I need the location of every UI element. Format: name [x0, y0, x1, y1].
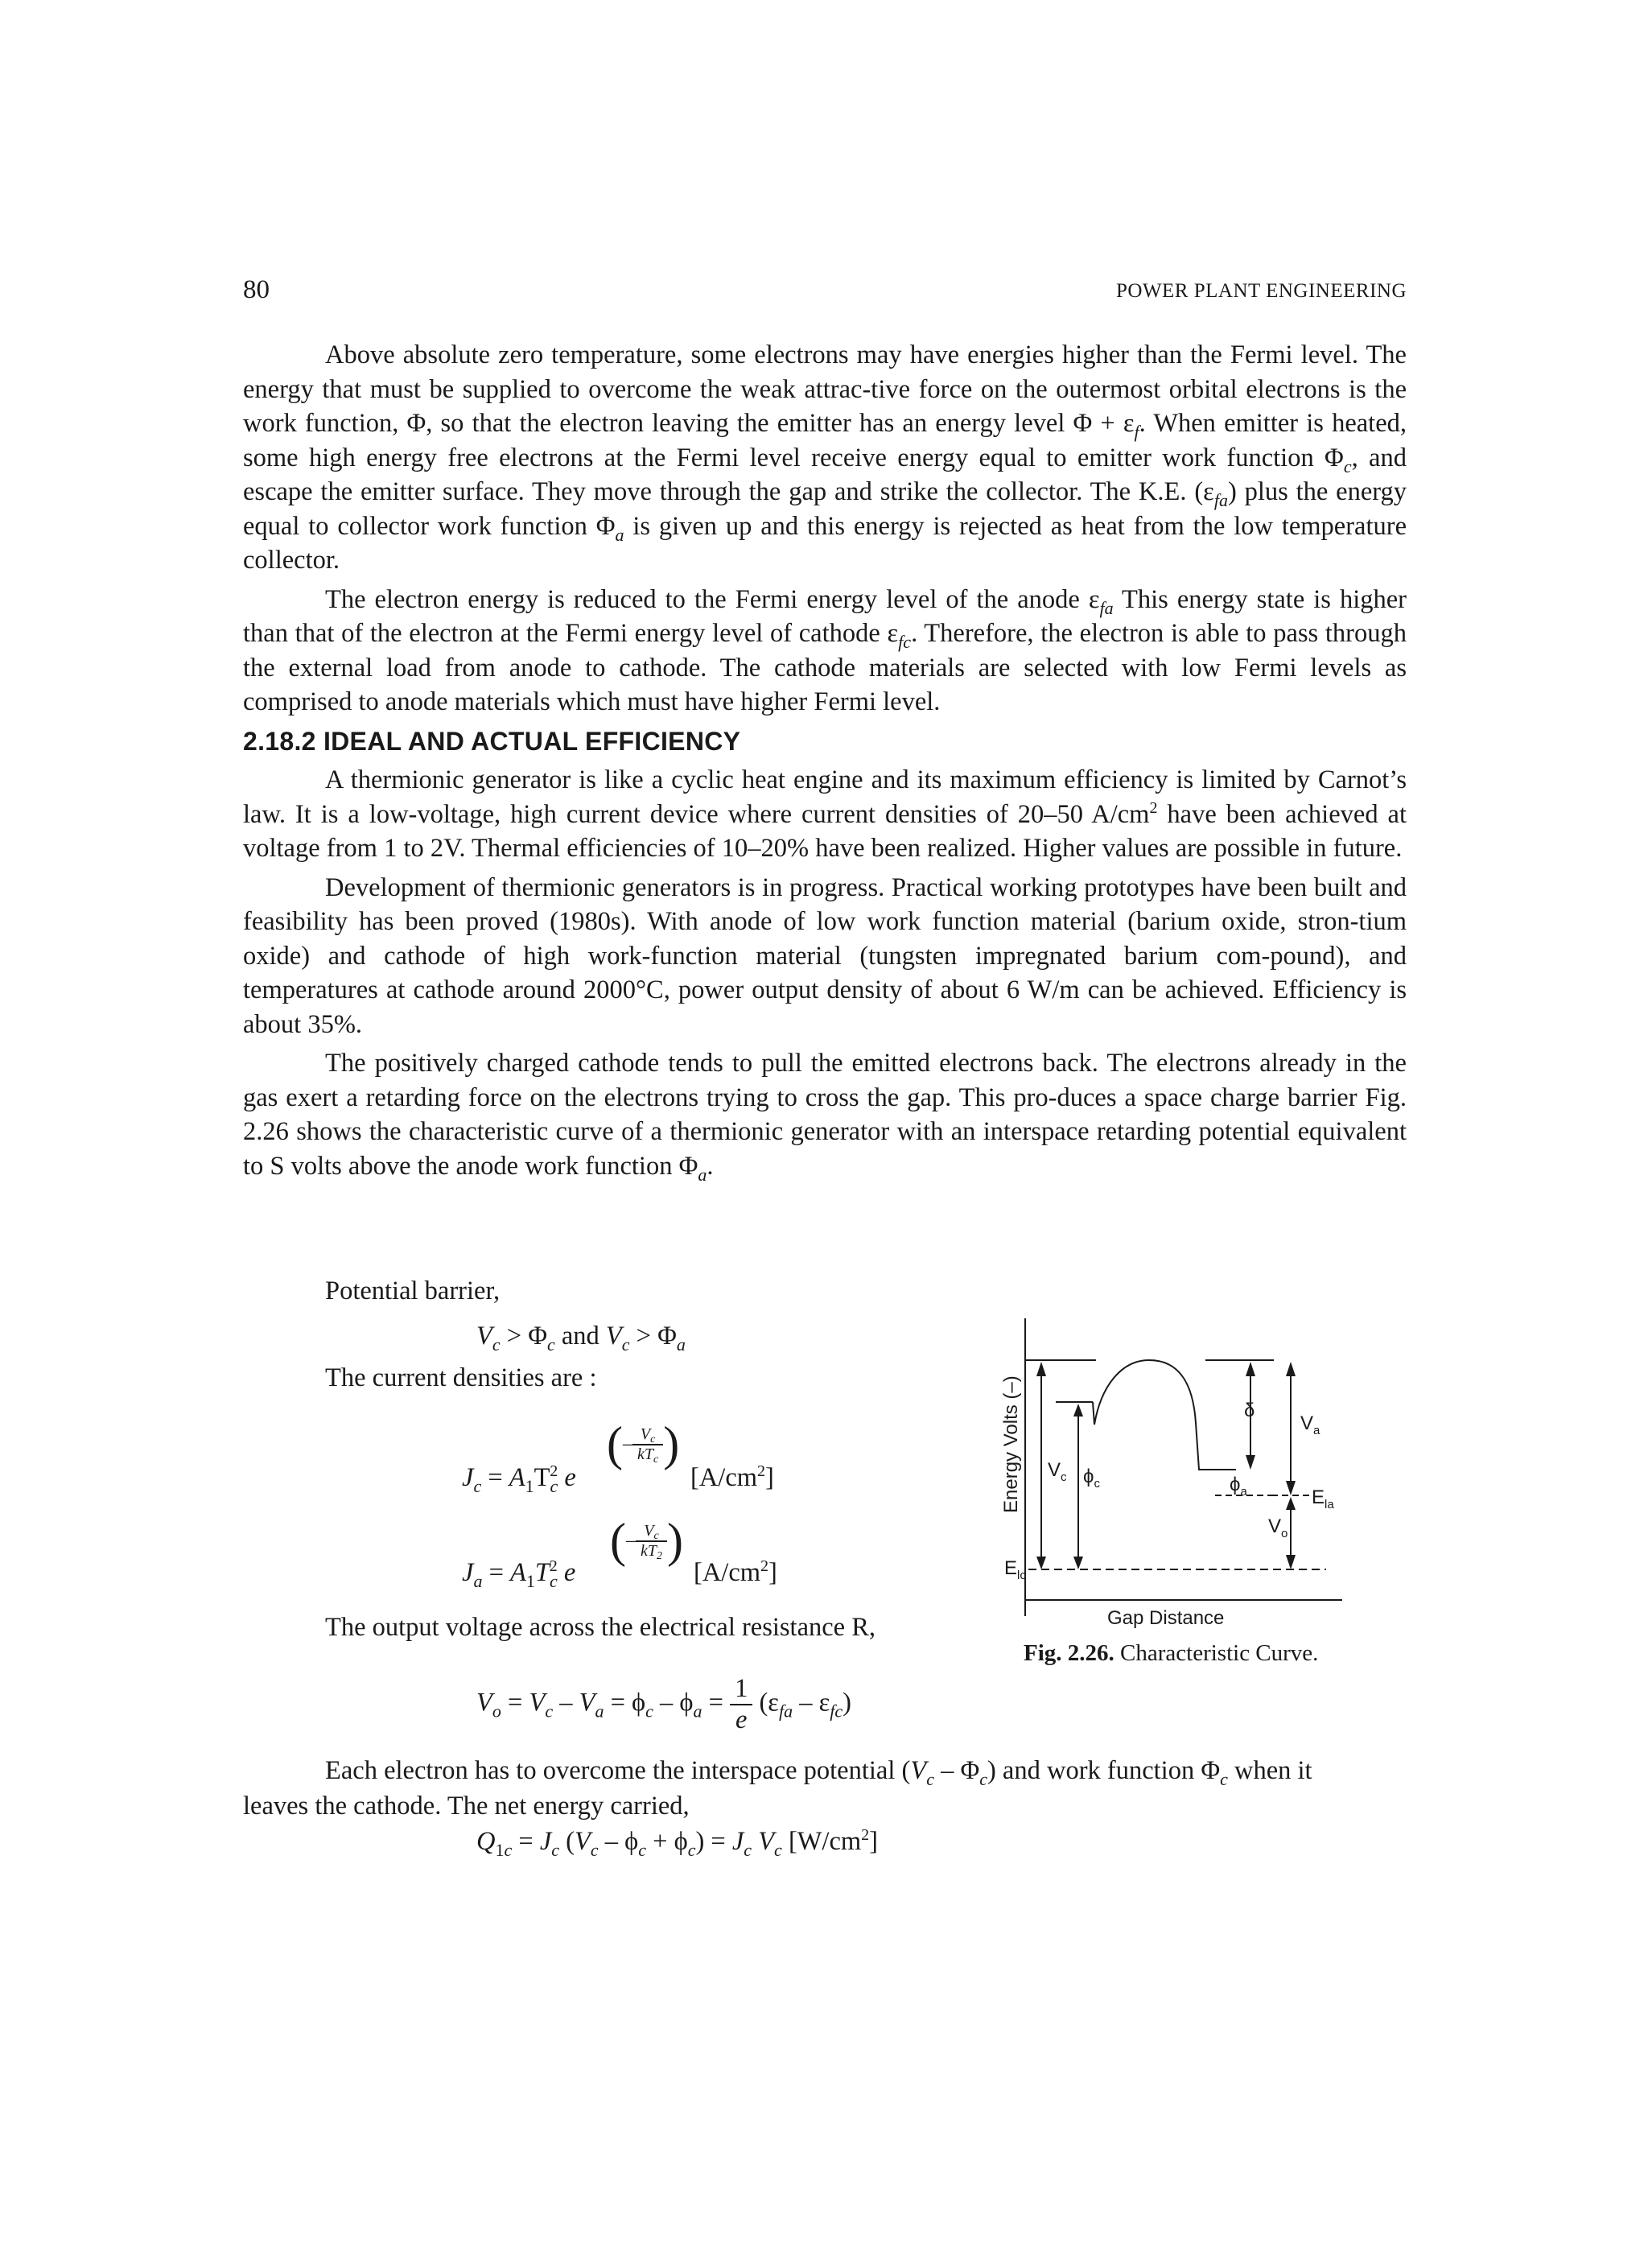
label-phic: $\phi_c$ [1083, 1466, 1100, 1491]
jc-equation: $J_c = A_1T_c^2$ e [462, 1462, 576, 1496]
potential-barrier-label: Potential barrier, [325, 1276, 501, 1305]
paragraph-6-line-2: leaves the cathode. The net energy carried, [243, 1792, 690, 1821]
label-vo: $V_o$ [1268, 1515, 1288, 1540]
q1c-equation: $Q_{1c} = J_c$ $(V_c - \phi_c + \phi_c) = J_c$ $V_c$ $[W/cm^2]$ [476, 1826, 878, 1860]
vo-equation: $V_o = V_c - V_a = \phi_c - \phi_a$ = $\frac{1}{e}$ $(\varepsilon_{fa} - \varepsilon_{fc})$ [476, 1674, 851, 1734]
ja-exponent: (– $\frac{V_c}{kT_2}$ ) [610, 1514, 683, 1567]
label-va: $V_a$ [1300, 1412, 1320, 1437]
barrier-curve [1093, 1360, 1236, 1470]
x-axis-label: Gap Distance [1107, 1607, 1225, 1629]
label-ela: $E_{la}$ [1312, 1487, 1334, 1511]
jc-exponent: (– $\frac{V_c}{kT_c}$ ) [607, 1417, 680, 1470]
body-text [243, 338, 1407, 1188]
characteristic-curve-diagram [988, 1310, 1358, 1632]
figure-caption [1024, 1640, 1318, 1667]
label-vc: $V_c$ [1048, 1459, 1067, 1484]
ja-equation: $J_a = A_1T_c^2$ e [462, 1557, 576, 1591]
paragraph-1: Above absolute zero temperature, some electrons may have energies higher than the Fermi level. The energy that must be supplied to overcome the weak attrac-tive force on the outermost orbital electrons is the work function, Φ, so that the electron leaving the emitter has an energy level $\Phi + \varepsilon_f$. When emitter is heated, some high energy free electrons at the Fermi level receive energy equal to emitter work function $\Phi_c$, and escape the emitter surface. They move through the gap and strike the collector. The K.E. $(\varepsilon_{fa})$ plus the energy equal to collector work function $\Phi_a$ is given up and this energy is rejected as heat from the low temperature collector. [243, 340, 1407, 575]
page-header [243, 275, 1407, 307]
page-number: 80 [243, 275, 270, 304]
label-phia: $\phi_a$ [1230, 1474, 1247, 1499]
running-title: POWER PLANT ENGINEERING [1115, 280, 1407, 302]
output-voltage-label: The output voltage across the electrical resistance R, [325, 1613, 876, 1642]
paragraph-6-line-1: Each electron has to overcome the interspace potential $(V_c - \Phi_c)$ and work function $\Phi_c$ when it [325, 1756, 1312, 1789]
jc-unit: $[A/cm^2]$ [690, 1462, 774, 1492]
current-densities-label: The current densities are : [325, 1363, 597, 1392]
paragraph-5: The positively charged cathode tends to pull the emitted electrons back. The electrons already in the gas exert a retarding force on the electrons trying to cross the gap. This pro-duces a space charge barrier Fig. 2.26 shows the characteristic curve of a thermionic generator with an interspace retarding potential equivalent to S volts above the anode work function $\Phi_a$. [243, 1049, 1407, 1185]
figure-caption-text: Characteristic Curve. [1120, 1640, 1319, 1666]
section-title: 2.18.2 IDEAL AND ACTUAL EFFICIENCY [243, 726, 741, 756]
inequality-equation: $V_c > \Phi_c$ and $V_c > \Phi_a$ [476, 1322, 686, 1355]
label-elc: $E_{lc}$ [1004, 1557, 1026, 1582]
y-axis-label: Energy Volts (–) [1000, 1375, 1022, 1513]
paragraph-2: The electron energy is reduced to the Fermi energy level of the anode $\varepsilon_{fa}$ This energy state is higher than that of the electron at the Fermi energy level of cathode $\varepsilon_{fc}$. Therefore, the electron is able to pass through the external load from anode to cathode. The cathode materials are selected with low Fermi levels as comprised to anode materials which must have higher Fermi level. [243, 584, 1407, 716]
ja-unit: $[A/cm^2]$ [694, 1557, 777, 1587]
paragraph-3: A thermionic generator is like a cyclic heat engine and its maximum efficiency is limited by Carnot’s law. It is a low-voltage, high current device where current densities of 20–50 $A/cm^2$ have been achieved at voltage from 1 to 2V. Thermal efficiencies of 10–20% have been realized. Higher values are possible in future. [243, 765, 1407, 863]
label-delta: δ [1244, 1400, 1255, 1421]
figure-caption-label: Fig. 2.26. [1024, 1640, 1114, 1666]
paragraph-4: Development of thermionic generators is in progress. Practical working prototypes have been built and feasibility has been proved (1980s). With anode of low work function material (barium oxide, stron-tium oxide) and cathode of high work-function material (tungsten impregnated barium com-pound), and temperatures at cathode around 2000°C, power output density of about 6 W/m can be achieved. Efficiency is about 35%. [243, 872, 1407, 1039]
